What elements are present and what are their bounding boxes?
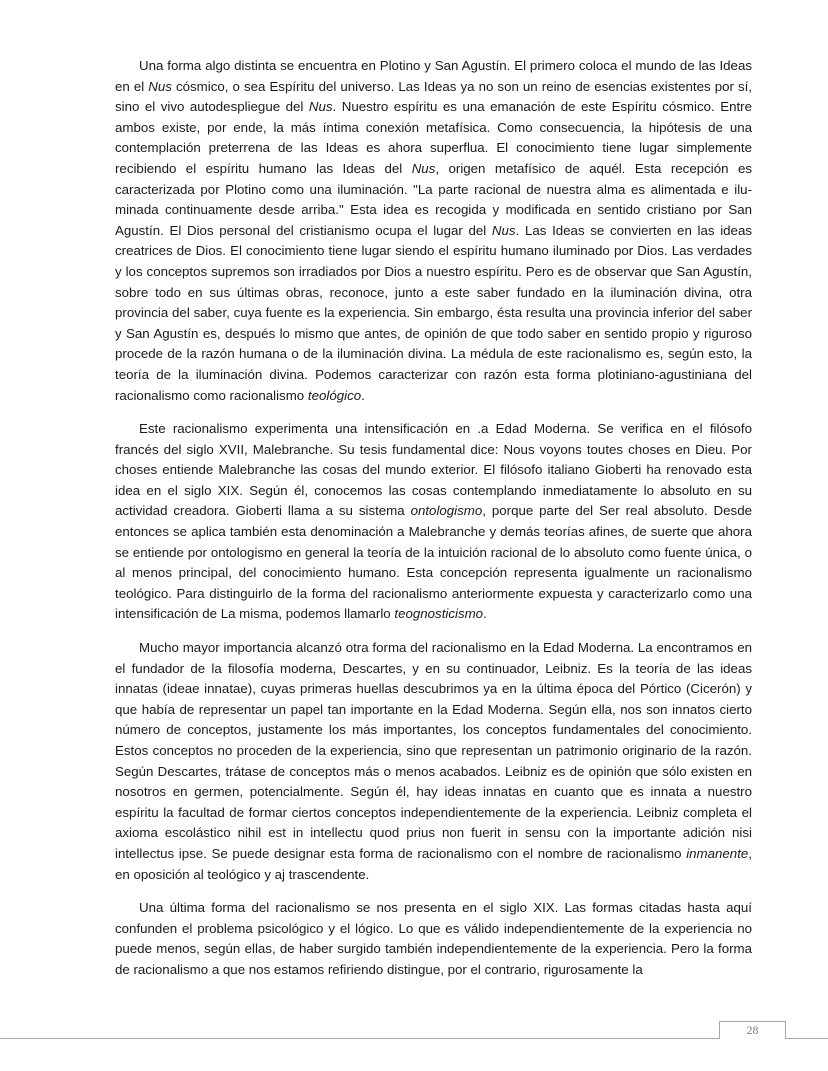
italic-term: teognosticismo — [394, 606, 484, 622]
page-number: 28 — [719, 1021, 786, 1039]
italic-term: Nus — [308, 99, 333, 115]
text-run: . Las Ideas se convierten en las ideas creatrices de Dios. El conocimiento tiene lugar siendo el espíritu humano iluminado por Dios. Las verdades y los conceptos supremos son irradiados por Dios a nuestro espíritu. Pero es de observar que San Agustín, sobre todo en sus últimas obras, reconoce, junto a este saber fundado en la iluminación divina, otra provincia del saber, cuya fuente es la experiencia. Sin embargo, ésta resulta una provincia inferior del saber y San Agustín es, después lo mismo que antes, de opinión de que todo saber en sentido propio y riguroso procede de la razón humana o de la iluminación divina. La médula de este racionalismo es, según esto, la teoría de la iluminación divina. Podemos caracterizar con razón esta forma plotiniano-agustiniana del racionalismo como racionalismo — [115, 222, 752, 403]
text-run: . Nuestro espíritu es una emanación de este Espíritu cósmico. Entre ambos existe, por ende, la más íntima conexión metafísica. Como consecuencia, la hipótesis de una contemplación preterrena de las Ideas es ahora superflua. El conocimiento tiene lugar simplemente recibiendo el espíritu humano las Ideas del — [115, 99, 752, 176]
italic-term: Nus — [411, 160, 436, 176]
italic-term: Nus — [148, 78, 172, 94]
italic-term: inmanente — [686, 845, 749, 861]
document-body — [115, 56, 752, 994]
paragraph — [115, 638, 752, 885]
italic-term: teológico — [307, 387, 362, 403]
text-run: Mucho mayor importancia alcanzó otra forma del racionalismo en la Edad Moderna. La encontramos en el fundador de la filosofía moderna, Descartes, y en su continuador, Leibniz. Es la teoría de las ideas innatas (ideae innatae), cuyas primeras huellas descubrimos ya en la última época del Pórtico (Cicerón) y que había de representar un papel tan importante en la Edad Moderna. Según ella, nos son innatos cierto número de conceptos, justamente los más importantes, los conceptos fundamentales del conocimiento. Estos conceptos no proceden de la experiencia, sino que representan un patrimonio originario de la razón. Según Descartes, trátase de conceptos más o menos acabados. Leibniz es de opinión que sólo existen en nosotros en germen, potencialmente. Según él, hay ideas innatas en cuanto que es innata a nuestro espíritu la facultad de formar ciertos conceptos independientemente de la experiencia. Leibniz completa el axioma escolástico nihil est in intellectu quod prius non fuerit in sensu con la importante adición nisi intellectus ipse. Se puede designar esta forma de racionalismo con el nombre de racionalismo — [115, 640, 752, 861]
text-run: , origen metafísico de aquél. Esta recepción es caracterizada por Plotino como una iluminación. "La parte racional de nuestra alma es alimentada e ilu-minada continuamente desde arriba." Esta idea es recogida y modificada en sentido cristiano por San Agustín. El Dios personal del cristianismo ocupa el lugar del — [115, 160, 752, 238]
text-run: Una última forma del racionalismo se nos presenta en el siglo XIX. Las formas citadas hasta aquí confunden el problema psicológico y el lógico. Lo que es válido independientemente de la experiencia no puede menos, según ellas, de haber surgido también independientemente de la experiencia. Pero la forma de racionalismo a que nos estamos refiriendo distingue, por el contrario, rigurosamente la — [115, 900, 752, 977]
paragraph — [115, 56, 752, 406]
text-run: . — [361, 387, 365, 403]
text-run: , porque parte del Ser real absoluto. Desde entonces se aplica también esta denominación a Malebranche y demás teorías afines, de suerte que ahora se entiende por ontologismo en general la teoría de la intuición racional de lo absoluto como fuente única, o al menos principal, del conocimiento humano. Esta concepción representa igualmente un racionalismo teológico. Para distinguirlo de la forma del racionalismo anteriormente expuesta y caracterizarlo como una intensificación de La misma, podemos llamarlo — [115, 503, 752, 622]
paragraph — [115, 419, 752, 625]
footer-rule — [0, 1038, 828, 1039]
text-run: Este racionalismo experimenta una intensificación en .a Edad Moderna. Se verifica en el filósofo francés del siglo XVII, Malebranche. Su tesis fundamental dice: Nous voyons toutes choses en Dieu. Por choses entiende Malebranche las cosas del mundo exterior. El filósofo italiano Gioberti ha renovado esta idea en el siglo XIX. Según él, conocemos las cosas contemplando inmediatamente lo absoluto en su actividad creadora. Gioberti llama a su sistema — [115, 421, 752, 519]
italic-term: ontologismo — [410, 503, 483, 519]
paragraph — [115, 898, 752, 980]
text-run: . — [483, 606, 487, 622]
text-run: Una forma algo distinta se encuentra en Plotino y San Agustín. El primero coloca el mundo de las Ideas en el — [115, 58, 752, 94]
text-run: cósmico, o sea Espíritu del universo. Las Ideas ya no son un reino de esencias existentes por sí, sino el vivo autodespliegue del — [115, 78, 753, 115]
text-run: , en oposición al teológico y aj trascendente. — [115, 845, 752, 882]
italic-term: Nus — [491, 222, 516, 238]
